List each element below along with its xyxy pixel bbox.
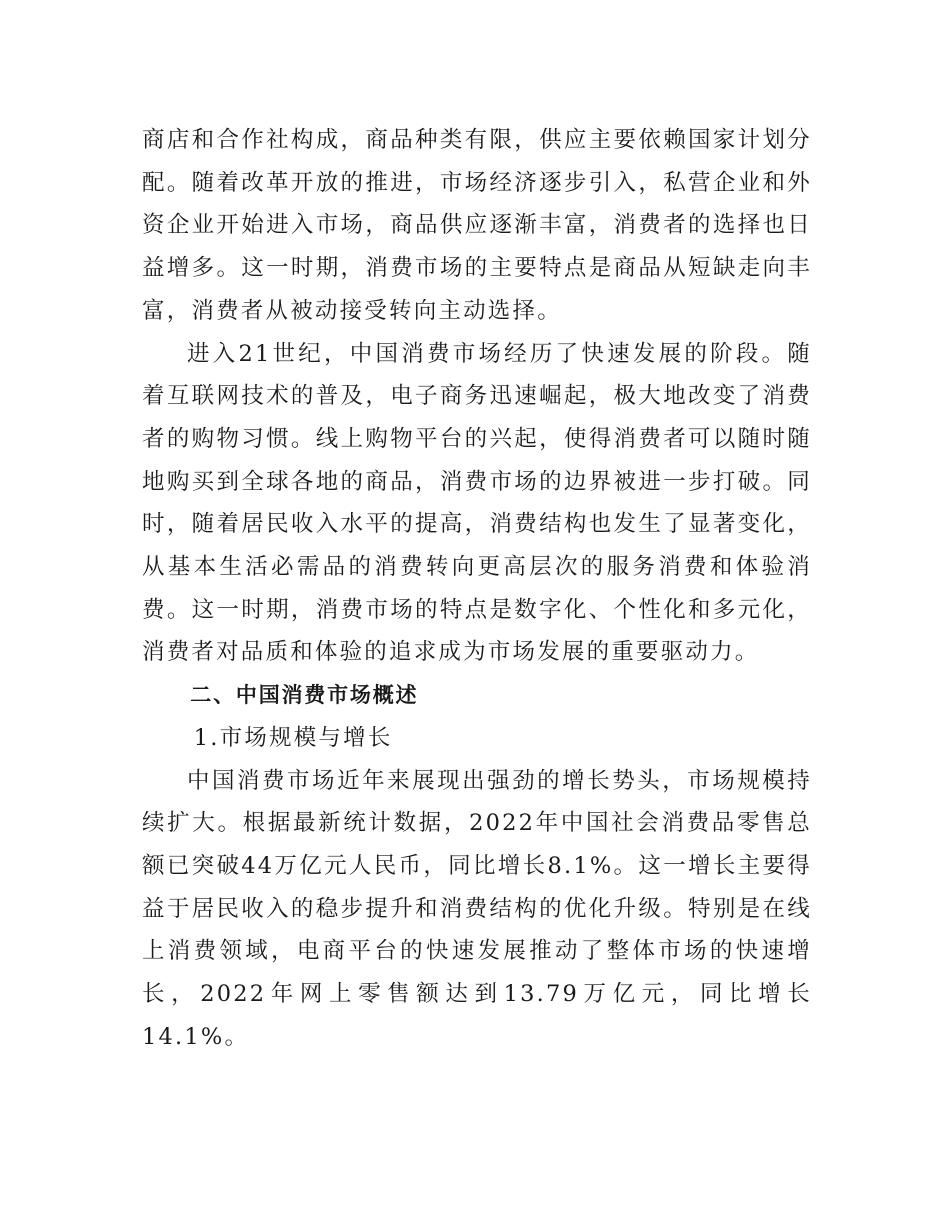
paragraph-21st-century: 进入21世纪，中国消费市场经历了快速发展的阶段。随着互联网技术的普及，电子商务迅速崛起，极大地改变了消费者的购物习惯。线上购物平台的兴起，使得消费者可以随时随地购买到全球各地的商品，消费市场的边界被进一步打破。同时，随着居民收入水平的提高，消费结构也发生了显著变化，从基本生活必需品的消费转向更高层次的服务消费和体验消费。这一时期，消费市场的特点是数字化、个性化和多元化，消费者对品质和体验的追求成为市场发展的重要驱动力。 xyxy=(142,340,812,666)
document-body xyxy=(142,119,812,1058)
paragraph-market-scale: 中国消费市场近年来展现出强劲的增长势头，市场规模持续扩大。根据最新统计数据，2022年中国社会消费品零售总额已突破44万亿元人民币，同比增长8.1%。这一增长主要得益于居民收入的稳步提升和消费结构的优化升级。特别是在线上消费领域，电商平台的快速发展推动了整体市场的快速增长，2022年网上零售额达到13.79万亿元，同比增长14.1%。 xyxy=(142,767,812,1050)
section-heading: 二、中国消费市场概述 xyxy=(190,683,419,708)
paragraph-continued: 商店和合作社构成，商品种类有限，供应主要依赖国家计划分配。随着改革开放的推进，市场经济逐步引入，私营企业和外资企业开始进入市场，商品供应逐渐丰富，消费者的选择也日益增多。这一时期，消费市场的主要特点是商品从短缺走向丰富，消费者从被动接受转向主动选择。 xyxy=(142,127,812,324)
subsection-heading: 1.市场规模与增长 xyxy=(193,724,393,751)
